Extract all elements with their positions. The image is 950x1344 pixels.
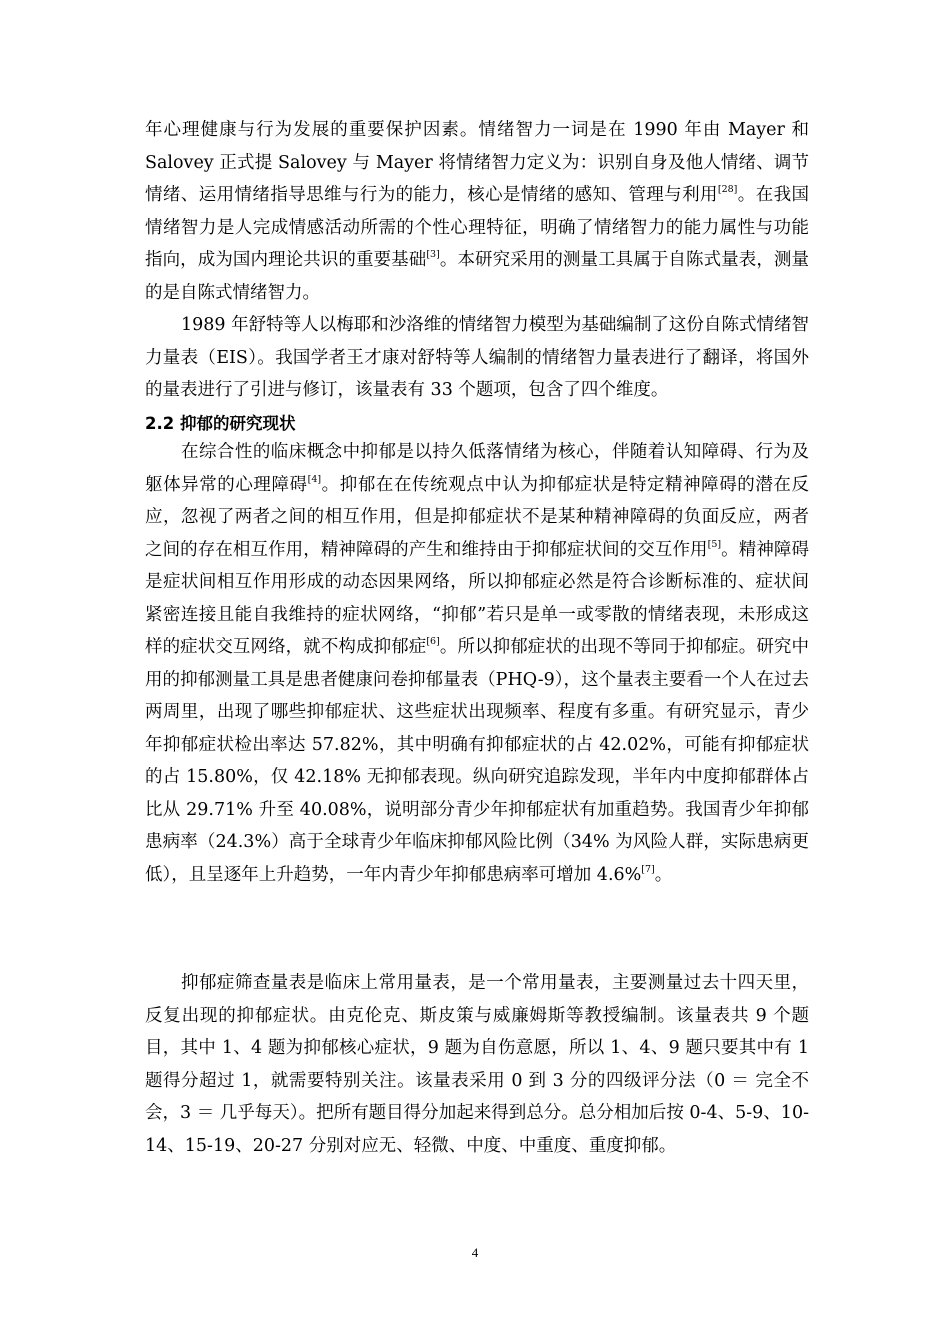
paragraph-eis-scale: 1989 年舒特等人以梅耶和沙洛维的情绪智力模型为基础编制了这份自陈式情绪智力量表（EIS）。我国学者王才康对舒特等人编制的情绪智力量表进行了翻译，将国外的量表进行了引进与修订，该量表有 33 个题项，包含了四个维度。	[145, 315, 809, 400]
paragraph-depression-status: 在综合性的临床概念中抑郁是以持久低落情绪为核心，伴随着认知障碍、行为及躯体异常的心理障碍[4]。抑郁在在传统观点中认为抑郁症状是特定精神障碍的潜在反应，忽视了两者之间的相互作用，但是抑郁症状不是某种精神障碍的负面反应，两者之间的存在相互作用，精神障碍的产生和维持由于抑郁症状间的交互作用[5]。精神障碍是症状间相互作用形成的动态因果网络，所以抑郁症必然是符合诊断标准的、症状间紧密连接且能自我维持的症状网络，“抑郁”若只是单一或零散的情绪表现，未形成这样的症状交互网络，就不构成抑郁症[6]。所以抑郁症状的出现不等同于抑郁症。研究中用的抑郁测量工具是患者健康问卷抑郁量表（PHQ-9），这个量表主要看一个人在过去两周里，出现了哪些抑郁症状、这些症状出现频率、程度有多重。有研究显示，青少年抑郁症状检出率达 57.82%，其中明确有抑郁症状的占 42.02%，可能有抑郁症状的占 15.80%，仅 42.18% 无抑郁表现。纵向研究追踪发现，半年内中度抑郁群体占比从 29.71% 升至 40.08%，说明部分青少年抑郁症状有加重趋势。我国青少年抑郁患病率（24.3%）高于全球青少年临床抑郁风险比例（34% 为风险人群，实际患病更低），且呈逐年上升趋势，一年内青少年抑郁患病率可增加 4.6%[7]。	[145, 442, 810, 885]
paragraph-phq9-scale: 抑郁症筛查量表是临床上常用量表，是一个常用量表，主要测量过去十四天里，反复出现的抑郁症状。由克伦克、斯皮策与威廉姆斯等教授编制。该量表共 9 个题目，其中 1、4 题为抑郁核心症状，9 题为自伤意愿，所以 1、4、9 题只要其中有 1 题得分超过 1，就需要特别关注。该量表采用 0 到 3 分的四级评分法（0 ＝ 完全不会，3 ＝ 几乎每天）。把所有题目得分加起来得到总分。总分相加后按 0-4、5-9、10-14、15-19、20-27 分别对应无、轻微、中度、中重度、重度抑郁。	[145, 973, 809, 1156]
citation-6: [6]	[426, 636, 440, 648]
section-heading: 2.2 抑郁的研究现状	[145, 414, 296, 433]
citation-3: [3]	[426, 249, 440, 261]
text-section-emotional-intelligence	[145, 114, 809, 407]
citation-7: [7]	[641, 863, 655, 875]
paragraph-emotional-intelligence-definition: 年心理健康与行为发展的重要保护因素。情绪智力一词是在 1990 年由 Mayer 和 Salovey 正式提 Salovey 与 Mayer 将情绪智力定义为：识别自身及他人情绪、调节情绪、运用情绪指导思维与行为的能力，核心是情绪的感知、管理与利用[28]。在我国情绪智力是人完成情感活动所需的个性心理特征，明确了情绪智力的能力属性与功能指向，成为国内理论共识的重要基础[3]。本研究采用的测量工具属于自陈式量表，测量的是自陈式情绪智力。	[145, 120, 810, 303]
citation-28: [28]	[717, 184, 738, 196]
citation-5: [5]	[707, 538, 722, 550]
page-number: 4	[471, 1245, 479, 1260]
text-section-depression	[145, 436, 809, 891]
citation-4: [4]	[307, 473, 322, 485]
text-section-phq9	[145, 967, 809, 1162]
